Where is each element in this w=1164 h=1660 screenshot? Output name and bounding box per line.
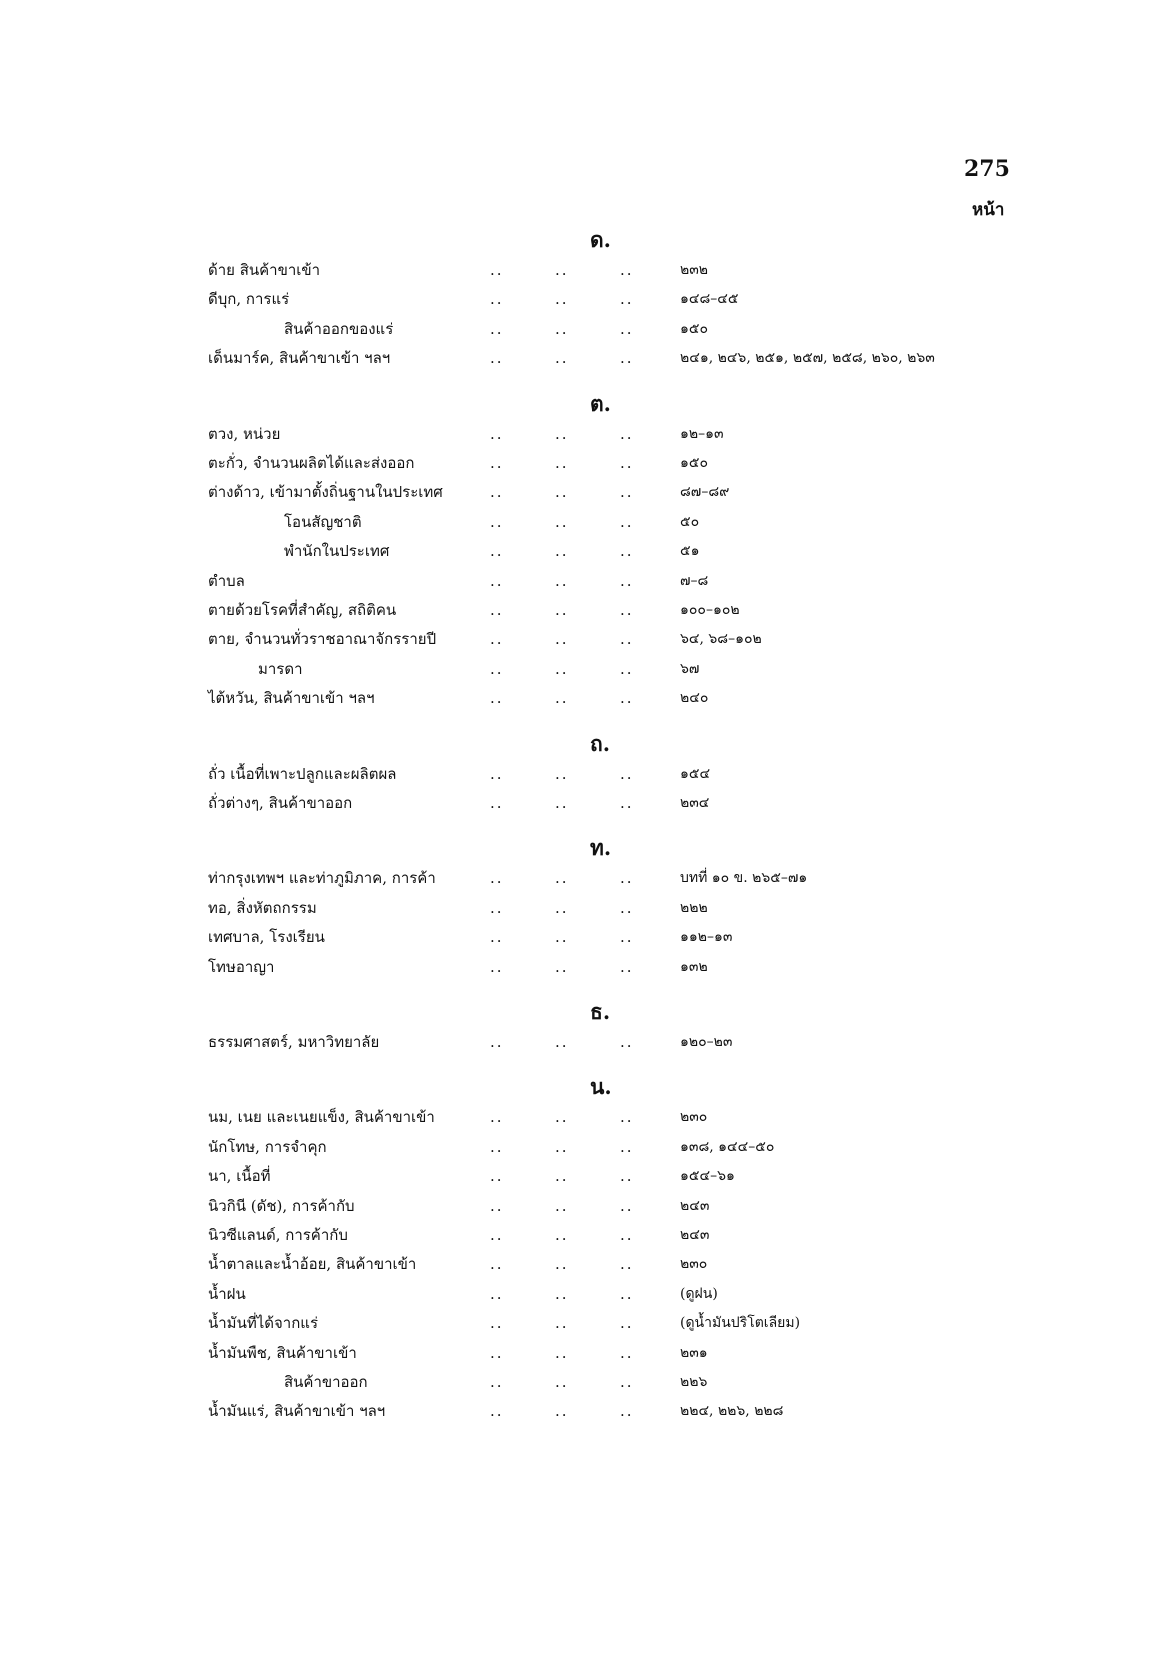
leader-dots: .. — [555, 512, 569, 531]
entry-page-ref: ๘๗–๘๙ — [680, 484, 730, 501]
leader-dots: .. — [620, 1373, 634, 1391]
entry-page-ref: ๑๕๔–๖๑ — [680, 1168, 735, 1185]
leader-dots: .. — [620, 1033, 634, 1051]
entry-page-ref: ๒๓๔ — [680, 795, 710, 811]
entry-term: พำนักในประเทศ — [284, 542, 390, 561]
leader-dots: .. — [555, 794, 569, 812]
leader-dots: .. — [620, 1314, 634, 1333]
index-entry — [0, 953, 1164, 981]
leader-dots: .. — [490, 349, 504, 368]
leader-dots: .. — [620, 483, 634, 502]
leader-dots: .. — [620, 659, 634, 678]
index-entry — [0, 256, 1164, 284]
index-entry — [0, 420, 1164, 448]
leader-dots: .. — [490, 869, 504, 888]
entry-term: น้ำมันพืช, สินค้าขาเข้า — [208, 1343, 357, 1362]
entry-page-ref: บทที่ ๑๐ ข. ๒๖๕–๗๑ — [680, 870, 808, 887]
entry-page-ref: ๒๓๒ — [680, 262, 709, 278]
leader-dots: .. — [555, 1343, 569, 1362]
section-letter: ถ. — [590, 730, 611, 756]
leader-dots: .. — [555, 689, 569, 708]
leader-dots: .. — [620, 1343, 634, 1362]
index-entry — [0, 344, 1164, 372]
entry-term: โทษอาญา — [208, 957, 275, 976]
index-entry — [0, 1162, 1164, 1190]
entry-term: ไต้หวัน, สินค้าขาเข้า ฯลฯ — [208, 689, 375, 708]
leader-dots: .. — [620, 869, 634, 888]
entry-page-ref: ๗–๘ — [680, 572, 709, 589]
entry-page-ref: ๒๓๐ — [680, 1256, 708, 1273]
leader-dots: .. — [620, 1108, 634, 1127]
leader-dots: .. — [555, 542, 569, 561]
index-entry — [0, 285, 1164, 313]
leader-dots: .. — [620, 957, 634, 976]
entry-page-ref: ๕๐ — [680, 513, 700, 530]
leader-dots: .. — [555, 483, 569, 502]
leader-dots: .. — [490, 1226, 504, 1244]
index-entry — [0, 1028, 1164, 1056]
entry-term: ต่างด้าว, เข้ามาตั้งถิ่นฐานในประเทศ — [208, 483, 443, 502]
entry-term: ตวง, หน่วย — [208, 424, 281, 443]
entry-page-ref: ๒๔๓ — [680, 1227, 710, 1243]
entry-term: โอนสัญชาติ — [284, 512, 362, 531]
entry-page-ref: ๒๓๐ — [680, 1109, 708, 1126]
leader-dots: .. — [555, 571, 569, 590]
index-entry — [0, 760, 1164, 788]
index-entry — [0, 315, 1164, 343]
leader-dots: .. — [555, 659, 569, 678]
section-heading — [0, 998, 1164, 1026]
entry-term: ดีบุก, การแร่ — [208, 290, 290, 309]
section-heading — [0, 730, 1164, 758]
leader-dots: .. — [555, 349, 569, 368]
entry-term: ตายด้วยโรคที่สำคัญ, สถิติคน — [208, 601, 397, 619]
leader-dots: .. — [555, 319, 569, 338]
leader-dots: .. — [490, 1196, 504, 1215]
entry-term: ตะกั่ว, จำนวนผลิตได้และส่งออก — [208, 454, 415, 472]
leader-dots: .. — [555, 290, 569, 309]
index-entry — [0, 1192, 1164, 1220]
index-entry — [0, 449, 1164, 477]
index-entry — [0, 1133, 1164, 1161]
entry-page-ref: ๒๔๓ — [680, 1197, 710, 1214]
entry-term: นิวซีแลนด์, การค้ากับ — [208, 1226, 348, 1244]
entry-page-ref: ๑๒–๑๓ — [680, 425, 724, 442]
entry-page-ref: ๕๑ — [680, 543, 700, 560]
entry-page-ref: ๖๔, ๖๘–๑๐๒ — [680, 631, 762, 648]
leader-dots: .. — [490, 1255, 504, 1274]
leader-dots: .. — [490, 290, 504, 309]
entry-term: น้ำฝน — [208, 1284, 246, 1303]
leader-dots: .. — [555, 1255, 569, 1274]
leader-dots: .. — [555, 454, 569, 472]
leader-dots: .. — [490, 542, 504, 561]
index-entry — [0, 655, 1164, 683]
leader-dots: .. — [555, 764, 569, 783]
leader-dots: .. — [490, 1167, 504, 1186]
leader-dots: .. — [620, 689, 634, 708]
leader-dots: .. — [490, 689, 504, 708]
entry-term: สินค้าออกของแร่ — [284, 319, 394, 338]
leader-dots: .. — [555, 1167, 569, 1186]
leader-dots: .. — [490, 794, 504, 812]
entry-page-ref: ๖๗ — [680, 660, 700, 677]
section-heading — [0, 1073, 1164, 1101]
index-entry — [0, 923, 1164, 951]
index-entry — [0, 537, 1164, 565]
leader-dots: .. — [620, 1284, 634, 1303]
index-entry — [0, 596, 1164, 624]
leader-dots: .. — [555, 957, 569, 976]
leader-dots: .. — [555, 1137, 569, 1156]
entry-term: ตำบล — [208, 571, 245, 590]
entry-term: นา, เนื้อที่ — [208, 1167, 271, 1186]
entry-page-ref: ๒๔๑, ๒๔๖, ๒๕๑, ๒๕๗, ๒๕๘, ๒๖๐, ๒๖๓ — [680, 350, 935, 367]
index-entry — [0, 1221, 1164, 1249]
entry-page-ref: ๑๒๐–๒๓ — [680, 1034, 733, 1050]
entry-page-ref: (ดูฝน) — [680, 1285, 718, 1302]
leader-dots: .. — [620, 542, 634, 561]
leader-dots: .. — [555, 424, 569, 443]
leader-dots: .. — [620, 1255, 634, 1274]
entry-term: นิวกินี (ดัช), การค้ากับ — [208, 1196, 355, 1215]
entry-term: สินค้าขาออก — [284, 1373, 368, 1391]
leader-dots: .. — [555, 1284, 569, 1303]
leader-dots: .. — [555, 928, 569, 947]
leader-dots: .. — [490, 1284, 504, 1303]
leader-dots: .. — [555, 1196, 569, 1215]
leader-dots: .. — [490, 454, 504, 472]
index-entry — [0, 1280, 1164, 1308]
index-entry — [0, 1250, 1164, 1278]
page-number: 275 — [964, 156, 1010, 182]
index-entry — [0, 1103, 1164, 1131]
section-heading — [0, 390, 1164, 418]
entry-term: ท่ากรุงเทพฯ และท่าภูมิภาค, การค้า — [208, 869, 436, 888]
leader-dots: .. — [490, 319, 504, 338]
leader-dots: .. — [555, 869, 569, 888]
section-heading — [0, 834, 1164, 862]
entry-page-ref: ๑๓๘, ๑๔๔–๕๐ — [680, 1138, 775, 1155]
entry-page-ref: ๑๕๔ — [680, 765, 711, 782]
leader-dots: .. — [490, 512, 504, 531]
index-entry — [0, 1397, 1164, 1425]
leader-dots: .. — [490, 1314, 504, 1333]
leader-dots: .. — [620, 349, 634, 368]
leader-dots: .. — [620, 319, 634, 338]
leader-dots: .. — [490, 1108, 504, 1127]
index-entry — [0, 684, 1164, 712]
entry-term: น้ำมันที่ได้จากแร่ — [208, 1314, 319, 1333]
leader-dots: .. — [620, 454, 634, 472]
leader-dots: .. — [620, 928, 634, 947]
entry-page-ref: ๑๔๘–๔๕ — [680, 291, 739, 308]
index-entry — [0, 1309, 1164, 1337]
leader-dots: .. — [620, 512, 634, 531]
entry-term: มารดา — [258, 659, 303, 678]
leader-dots: .. — [620, 794, 634, 812]
leader-dots: .. — [620, 898, 634, 917]
entry-term: นม, เนย และเนยแข็ง, สินค้าขาเข้า — [208, 1108, 435, 1127]
leader-dots: .. — [620, 630, 634, 649]
leader-dots: .. — [490, 601, 504, 619]
index-entry — [0, 508, 1164, 536]
entry-term: ธรรมศาสตร์, มหาวิทยาลัย — [208, 1033, 380, 1051]
entry-page-ref: (ดูน้ำมันปริโตเลียม) — [680, 1315, 801, 1332]
leader-dots: .. — [490, 1373, 504, 1391]
leader-dots: .. — [490, 630, 504, 649]
leader-dots: .. — [555, 1226, 569, 1244]
leader-dots: .. — [555, 1402, 569, 1421]
leader-dots: .. — [490, 1343, 504, 1362]
leader-dots: .. — [490, 764, 504, 783]
entry-page-ref: ๑๕๐ — [680, 455, 709, 471]
section-heading — [0, 226, 1164, 254]
leader-dots: .. — [490, 957, 504, 976]
leader-dots: .. — [555, 1373, 569, 1391]
leader-dots: .. — [620, 424, 634, 443]
entry-page-ref: ๑๕๐ — [680, 320, 709, 337]
entry-term: นักโทษ, การจำคุก — [208, 1137, 327, 1156]
entry-page-ref: ๑๐๐–๑๐๒ — [680, 602, 740, 618]
page-label: หน้า — [972, 200, 1005, 220]
section-letter: ด. — [590, 227, 611, 252]
index-entry — [0, 1368, 1164, 1396]
leader-dots: .. — [490, 424, 504, 443]
entry-term: เด็นมาร์ค, สินค้าขาเข้า ฯลฯ — [208, 349, 391, 368]
entry-page-ref: ๒๒๒ — [680, 899, 708, 916]
leader-dots: .. — [490, 1137, 504, 1156]
leader-dots: .. — [555, 601, 569, 619]
entry-term: เทศบาล, โรงเรียน — [208, 928, 325, 947]
leader-dots: .. — [620, 1402, 634, 1421]
section-letter: ท. — [590, 835, 612, 861]
leader-dots: .. — [620, 290, 634, 309]
leader-dots: .. — [555, 261, 569, 279]
leader-dots: .. — [555, 1108, 569, 1127]
leader-dots: .. — [490, 571, 504, 590]
entry-term: น้ำมันแร่, สินค้าขาเข้า ฯลฯ — [208, 1402, 386, 1421]
leader-dots: .. — [620, 261, 634, 279]
index-entry — [0, 478, 1164, 506]
entry-page-ref: ๑๓๒ — [680, 958, 708, 975]
leader-dots: .. — [490, 659, 504, 678]
section-letter: ต. — [590, 390, 611, 416]
leader-dots: .. — [490, 483, 504, 502]
leader-dots: .. — [620, 764, 634, 783]
leader-dots: .. — [490, 261, 504, 279]
entry-term: ด้าย สินค้าขาเข้า — [208, 261, 321, 279]
leader-dots: .. — [620, 571, 634, 590]
leader-dots: .. — [490, 1402, 504, 1421]
leader-dots: .. — [555, 1033, 569, 1051]
leader-dots: .. — [490, 928, 504, 947]
index-entry — [0, 1339, 1164, 1367]
section-letter: ธ. — [590, 999, 611, 1024]
index-entry — [0, 789, 1164, 817]
section-letter: น. — [590, 1074, 612, 1100]
entry-page-ref: ๒๒๖ — [680, 1374, 708, 1390]
leader-dots: .. — [555, 630, 569, 649]
leader-dots: .. — [620, 1167, 634, 1186]
leader-dots: .. — [620, 1196, 634, 1215]
entry-page-ref: ๒๒๔, ๒๒๖, ๒๒๘ — [680, 1403, 784, 1420]
leader-dots: .. — [490, 898, 504, 917]
entry-page-ref: ๒๔๐ — [680, 690, 709, 707]
entry-term: ถั่ว เนื้อที่เพาะปลูกและผลิตผล — [208, 764, 397, 783]
leader-dots: .. — [490, 1033, 504, 1051]
leader-dots: .. — [620, 1226, 634, 1244]
index-entry — [0, 864, 1164, 892]
index-entry — [0, 567, 1164, 595]
index-entry — [0, 894, 1164, 922]
entry-term: ตาย, จำนวนทั่วราชอาณาจักรรายปี — [208, 630, 437, 649]
entry-term: ทอ, สิ่งหัตถกรรม — [208, 898, 317, 917]
leader-dots: .. — [620, 601, 634, 619]
index-entry — [0, 625, 1164, 653]
entry-page-ref: ๒๓๑ — [680, 1344, 708, 1361]
leader-dots: .. — [555, 1314, 569, 1333]
leader-dots: .. — [620, 1137, 634, 1156]
entry-term: ถั่วต่างๆ, สินค้าขาออก — [208, 794, 353, 812]
leader-dots: .. — [555, 898, 569, 917]
entry-term: น้ำตาลและน้ำอ้อย, สินค้าขาเข้า — [208, 1255, 417, 1274]
entry-page-ref: ๑๑๒–๑๓ — [680, 929, 733, 946]
